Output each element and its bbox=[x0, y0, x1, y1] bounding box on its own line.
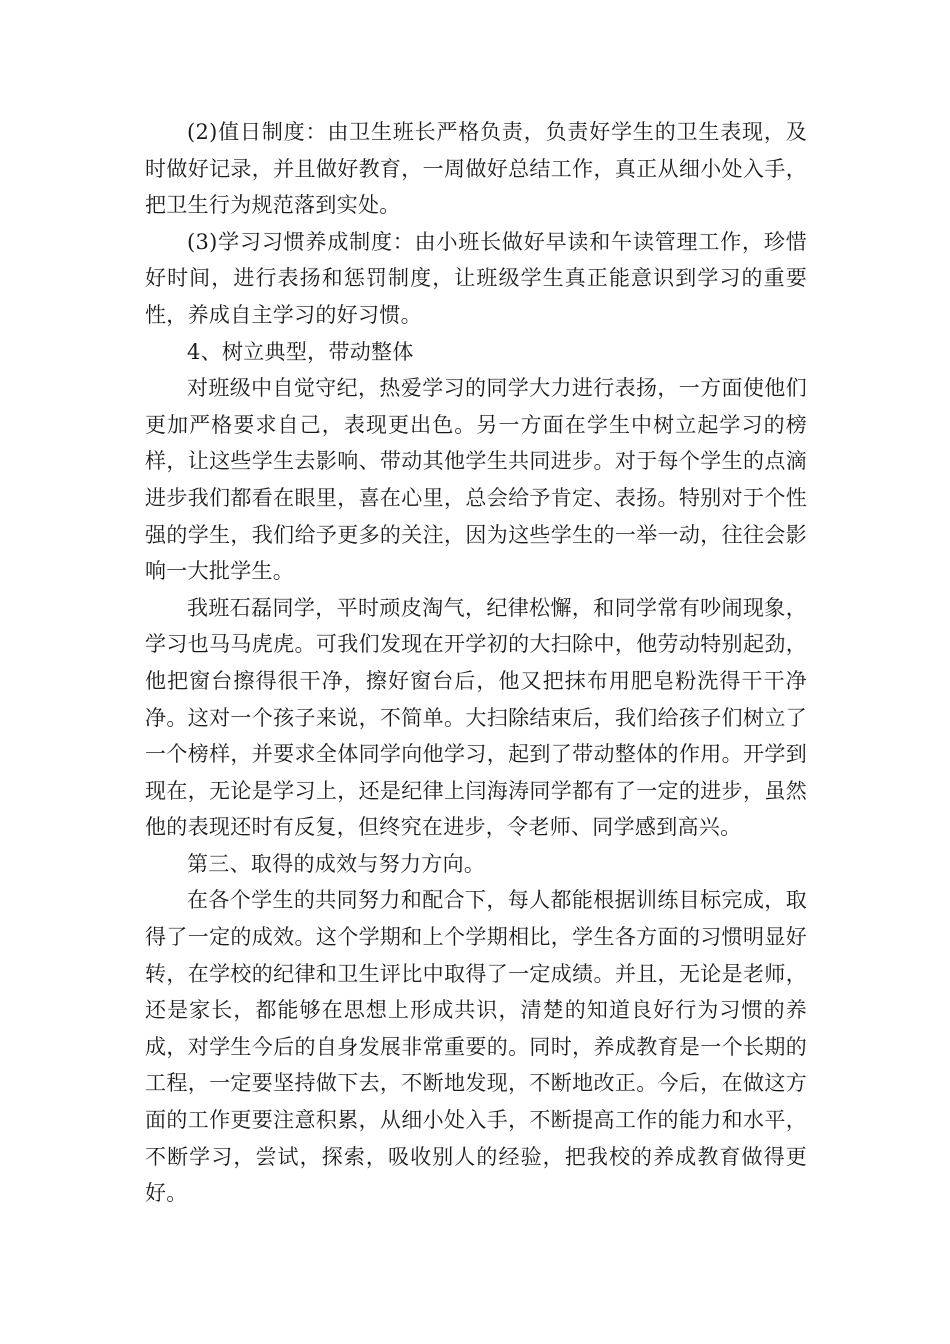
paragraph-duty-system: (2)值日制度：由卫生班长严格负责，负责好学生的卫生表现，及时做好记录，并且做好教育，一周做好总结工作，真正从细小处入手，把卫生行为规范落到实处。 bbox=[145, 120, 807, 218]
paragraph-praise-discipline: 对班级中自觉守纪，热爱学习的同学大力进行表扬，一方面使他们更加严格要求自己，表现更出色。另一方面在学生中树立起学习的榜样，让这些学生去影响、带动其他学生共同进步。对于每个学生的点滴进步我们都看在眼里，喜在心里，总会给予肯定、表扬。特别对于个性强的学生，我们给予更多的关注，因为这些学生的一举一动，往往会影响一大批学生。 bbox=[145, 376, 807, 584]
paragraph-student-example: 我班石磊同学，平时顽皮淘气，纪律松懈，和同学常有吵闹现象，学习也马马虎虎。可我们发现在开学初的大扫除中，他劳动特别起劲，他把窗台擦得很干净，擦好窗台后，他又把抹布用肥皂粉洗得干干净净。这对一个孩子来说，不简单。大扫除结束后，我们给孩子们树立了一个榜样，并要求全体同学向他学习，起到了带动整体的作用。开学到现在，无论是学习上，还是纪律上闫海涛同学都有了一定的进步，虽然他的表现还时有反复，但终究在进步，令老师、同学感到高兴。 bbox=[145, 595, 807, 840]
section-heading-results: 第三、取得的成效与努力方向。 bbox=[187, 851, 486, 876]
document-page bbox=[145, 114, 807, 1212]
section-heading-role-models: 4、树立典型，带动整体 bbox=[187, 339, 414, 364]
paragraph-study-habit-system: (3)学习习惯养成制度：由小班长做好早读和午读管理工作，珍惜好时间，进行表扬和惩罚制度，让班级学生真正能意识到学习的重要性，养成自主学习的好习惯。 bbox=[145, 229, 807, 327]
paragraph-results-direction: 在各个学生的共同努力和配合下，每人都能根据训练目标完成，取得了一定的成效。这个学期和上个学期相比，学生各方面的习惯明显好转，在学校的纪律和卫生评比中取得了一定成绩。并且，无论是老师，还是家长，都能够在思想上形成共识，清楚的知道良好行为习惯的养成，对学生今后的自身发展非常重要的。同时，养成教育是一个长期的工程，一定要坚持做下去，不断地发现，不断地改正。今后，在做这方面的工作更要注意积累，从细小处入手，不断提高工作的能力和水平，不断学习，尝试，探索，吸收别人的经验，把我校的养成教育做得更好。 bbox=[145, 888, 807, 1206]
